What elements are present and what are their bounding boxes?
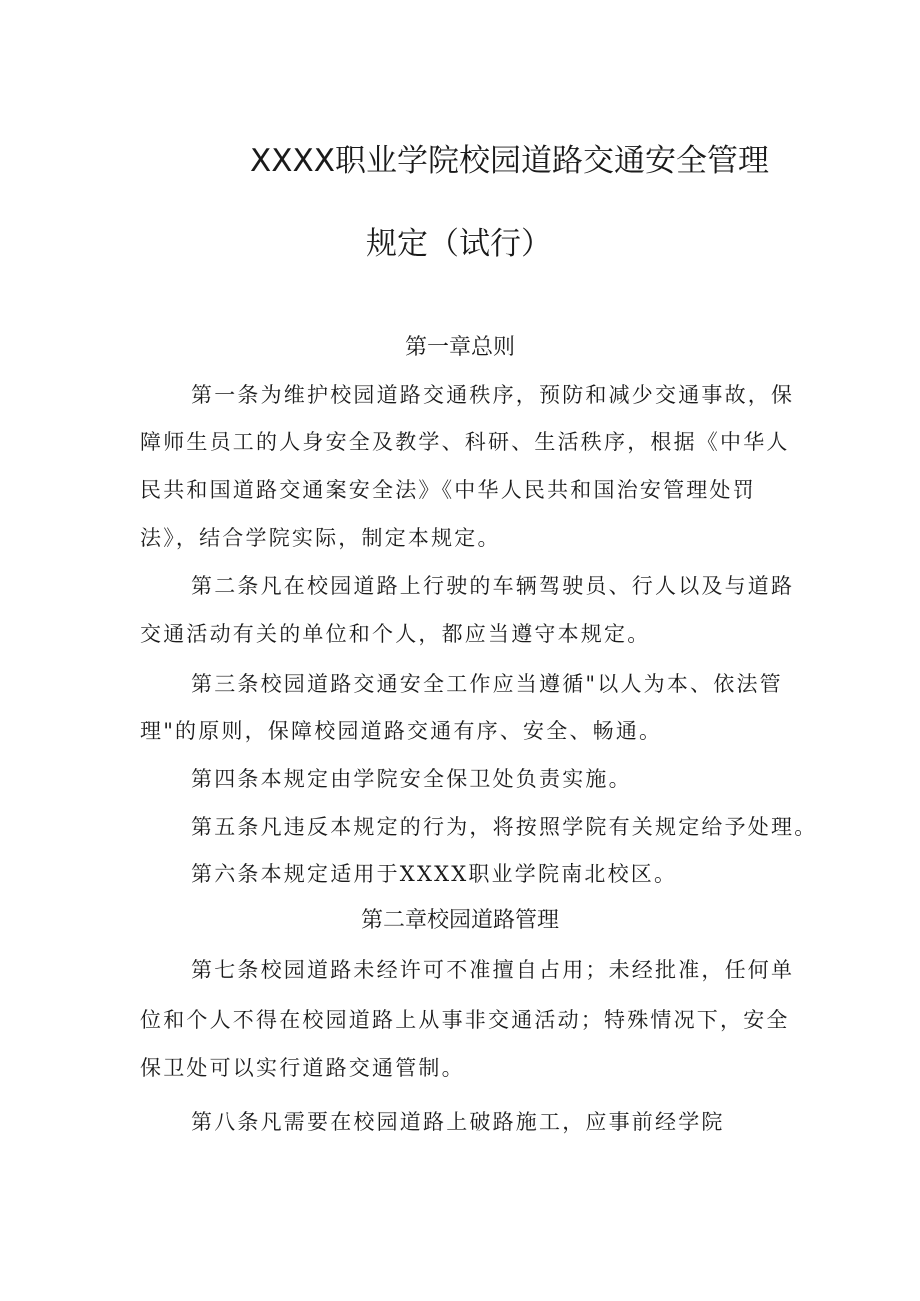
article-5-line: 第五条凡违反本规定的行为，将按照学院有关规定给予处理。: [191, 815, 818, 839]
article-7-line-2: 位和个人不得在校园道路上从事非交通活动；特殊情况下，安全: [140, 1008, 790, 1032]
article-1-line-2: 障师生员工的人身安全及教学、科研、生活秩序，根据《中华人: [140, 430, 790, 454]
article-7-line-3: 保卫处可以实行道路交通管制。: [140, 1056, 465, 1080]
article-2-line-2: 交通活动有关的单位和个人，都应当遵守本规定。: [140, 622, 651, 646]
article-1-line-3: 民共和国道路交通案安全法》《中华人民共和国治安管理处罚: [140, 478, 756, 502]
article-2-line-1: 第二条凡在校园道路上行驶的车辆驾驶员、行人以及与道路: [191, 574, 795, 598]
chapter-2-heading: 第二章校园道路管理: [360, 908, 559, 933]
article-1-line-1: 第一条为维护校园道路交通秩序，预防和减少交通事故，保: [191, 383, 795, 407]
document-title-line-1: XXXX职业学院校园道路交通安全管理: [250, 143, 769, 179]
chapter-1-heading: 第一章总则: [404, 335, 515, 360]
article-3-line-1: 第三条校园道路交通安全工作应当遵循"以人为本、依法管: [191, 672, 783, 696]
article-7-line-1: 第七条校园道路未经许可不准擅自占用；未经批准，任何单: [191, 958, 795, 982]
article-1-line-4: 法》，结合学院实际，制定本规定。: [140, 526, 501, 550]
article-3-line-2: 理"的原则，保障校园道路交通有序、安全、畅通。: [140, 719, 663, 743]
document-title-line-2: 规定（试行）: [366, 226, 552, 262]
article-4-line: 第四条本规定由学院安全保卫处负责实施。: [191, 767, 632, 791]
article-8-line-1: 第八条凡需要在校园道路上破路施工，应事前经学院: [191, 1110, 725, 1134]
article-6-line: 第六条本规定适用于XXXX职业学院南北校区。: [191, 862, 678, 886]
